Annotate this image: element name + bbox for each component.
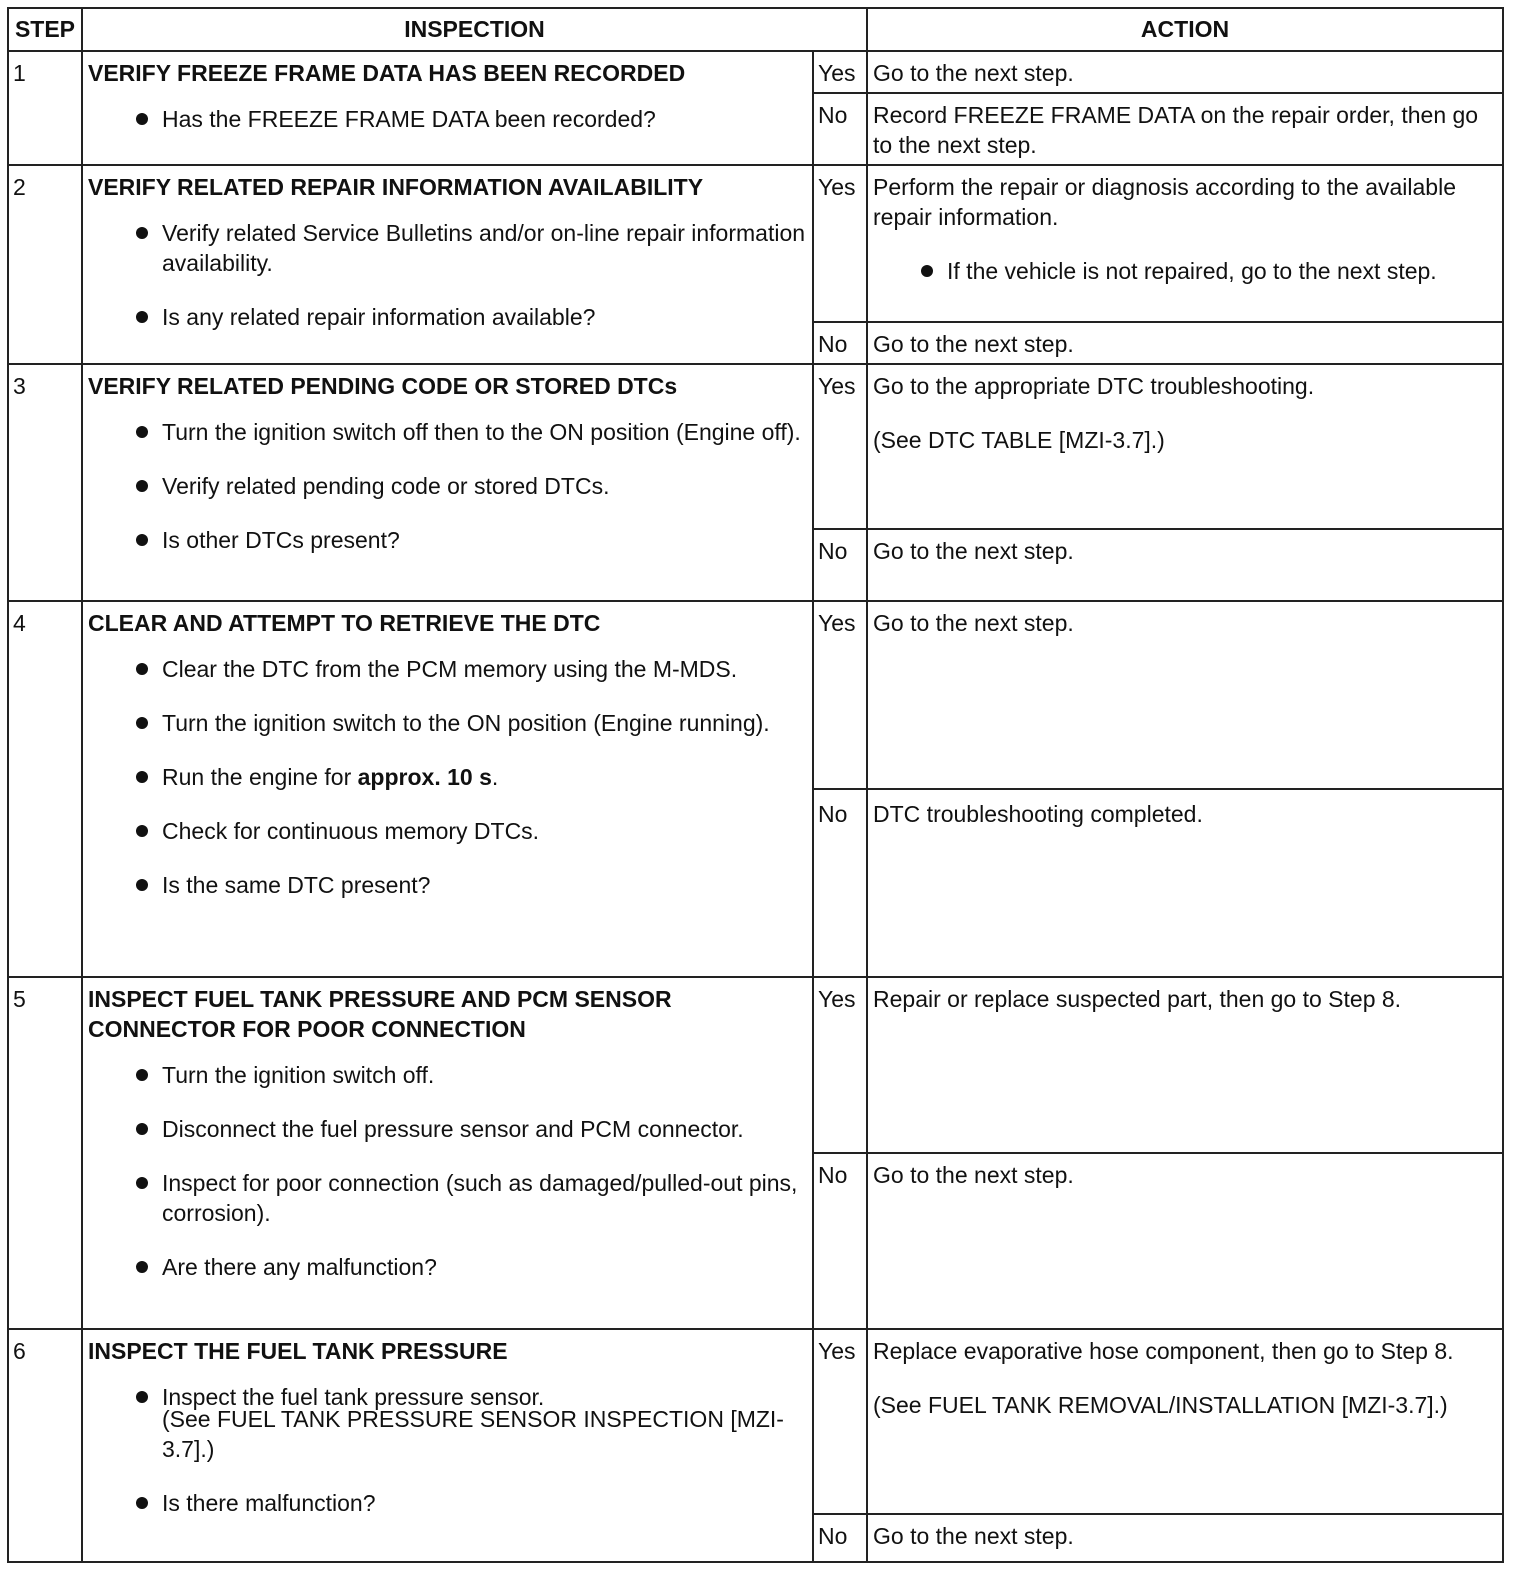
inspection-cell	[82, 165, 813, 364]
table-row	[8, 51, 1503, 93]
yes-label: Yes	[813, 1329, 867, 1514]
no-action: Go to the next step.	[867, 322, 1503, 364]
yes-action: Go to the appropriate DTC troubleshooting. (See DTC TABLE [MZI-3.7].)	[867, 364, 1503, 529]
no-label: No	[813, 529, 867, 601]
header-row	[8, 8, 1503, 51]
table-row	[8, 601, 1503, 789]
bullet-icon	[136, 1497, 148, 1509]
step-number: 6	[8, 1329, 82, 1562]
inspection-cell	[82, 1329, 813, 1562]
step-number: 4	[8, 601, 82, 977]
bullet-icon	[921, 265, 933, 277]
bullet-icon	[136, 227, 148, 239]
step-number: 1	[8, 51, 82, 165]
inspection-cell	[82, 51, 813, 165]
inspection-bullet: Is any related repair information available?	[132, 302, 807, 332]
step-title: VERIFY RELATED PENDING CODE OR STORED DTCs	[88, 373, 678, 399]
yes-action: Repair or replace suspected part, then go to Step 8.	[867, 977, 1503, 1153]
step-title: CLEAR AND ATTEMPT TO RETRIEVE THE DTC	[88, 610, 601, 636]
bullet-icon	[136, 825, 148, 837]
inspection-bullet: Inspect the fuel tank pressure sensor.	[132, 1382, 807, 1412]
see-reference: (See FUEL TANK PRESSURE SENSOR INSPECTION [MZI-3.7].)	[162, 1406, 784, 1462]
no-action: DTC troubleshooting completed.	[867, 789, 1503, 977]
no-label: No	[813, 322, 867, 364]
see-reference: (See FUEL TANK REMOVAL/INSTALLATION [MZI-3.7].)	[873, 1392, 1448, 1418]
inspection-bullet: Is there malfunction?	[132, 1488, 807, 1518]
inspection-bullet: Is the same DTC present?	[132, 870, 807, 900]
bullet-icon	[136, 1123, 148, 1135]
no-label: No	[813, 93, 867, 165]
table-row	[8, 1329, 1503, 1514]
action-bullet: If the vehicle is not repaired, go to the next step.	[917, 256, 1497, 286]
step-title: VERIFY RELATED REPAIR INFORMATION AVAILABILITY	[88, 174, 704, 200]
bullet-icon	[136, 311, 148, 323]
step-number: 3	[8, 364, 82, 601]
yes-action: Perform the repair or diagnosis according to the available repair information. If the vehicle is not repaired, go to the next step.	[867, 165, 1503, 322]
inspection-cell	[82, 601, 813, 977]
bullet-icon	[136, 113, 148, 125]
no-label: No	[813, 1153, 867, 1329]
inspection-bullet: Run the engine for approx. 10 s.	[132, 762, 807, 792]
bullet-icon	[136, 1391, 148, 1403]
step-number: 5	[8, 977, 82, 1329]
step-title: VERIFY FREEZE FRAME DATA HAS BEEN RECORDED	[88, 60, 686, 86]
inspection-bullet: Turn the ignition switch off then to the ON position (Engine off).	[132, 417, 807, 447]
inspection-bullet: Clear the DTC from the PCM memory using the M-MDS.	[132, 654, 807, 684]
inspection-bullet: Disconnect the fuel pressure sensor and PCM connector.	[132, 1114, 807, 1144]
inspection-bullet: Turn the ignition switch to the ON position (Engine running).	[132, 708, 807, 738]
yes-action: Go to the next step.	[867, 601, 1503, 789]
bullet-icon	[136, 717, 148, 729]
yes-label: Yes	[813, 601, 867, 789]
yes-action: Replace evaporative hose component, then go to Step 8. (See FUEL TANK REMOVAL/INSTALLATION [MZI-3.7].)	[867, 1329, 1503, 1514]
yes-label: Yes	[813, 977, 867, 1153]
table-row	[8, 977, 1503, 1153]
bullet-icon	[136, 480, 148, 492]
inspection-bullet: Verify related pending code or stored DTCs.	[132, 471, 807, 501]
bullet-icon	[136, 1069, 148, 1081]
bullet-icon	[136, 534, 148, 546]
no-action: Go to the next step.	[867, 1153, 1503, 1329]
inspection-bullet: Turn the ignition switch off.	[132, 1060, 807, 1090]
header-inspection: INSPECTION	[82, 8, 867, 51]
no-action: Go to the next step.	[867, 1514, 1503, 1562]
bullet-icon	[136, 1177, 148, 1189]
yes-label: Yes	[813, 51, 867, 93]
inspection-bullet: Check for continuous memory DTCs.	[132, 816, 807, 846]
no-action: Record FREEZE FRAME DATA on the repair order, then go to the next step.	[867, 93, 1503, 165]
yes-label: Yes	[813, 165, 867, 322]
yes-action: Go to the next step.	[867, 51, 1503, 93]
step-number: 2	[8, 165, 82, 364]
inspection-bullet: Has the FREEZE FRAME DATA been recorded?	[132, 104, 807, 134]
step-title: INSPECT THE FUEL TANK PRESSURE	[88, 1338, 508, 1364]
bullet-icon	[136, 879, 148, 891]
bullet-icon	[136, 663, 148, 675]
header-step: STEP	[8, 8, 82, 51]
bullet-icon	[136, 426, 148, 438]
inspection-bullet: Verify related Service Bulletins and/or on-line repair information availability.	[132, 218, 807, 278]
table-row	[8, 165, 1503, 322]
no-label: No	[813, 789, 867, 977]
header-action: ACTION	[867, 8, 1503, 51]
inspection-bullet: Inspect for poor connection (such as damaged/pulled-out pins, corrosion).	[132, 1168, 807, 1228]
inspection-bullet: Is other DTCs present?	[132, 525, 807, 555]
inspection-cell	[82, 977, 813, 1329]
no-action: Go to the next step.	[867, 529, 1503, 601]
step-title: INSPECT FUEL TANK PRESSURE AND PCM SENSOR CONNECTOR FOR POOR CONNECTION	[88, 986, 672, 1042]
inspection-cell	[82, 364, 813, 601]
no-label: No	[813, 1514, 867, 1562]
duration-value: approx. 10 s	[357, 764, 492, 790]
bullet-icon	[136, 1261, 148, 1273]
table-row	[8, 364, 1503, 529]
inspection-bullet: Are there any malfunction?	[132, 1252, 807, 1282]
troubleshooting-table	[7, 7, 1504, 1563]
see-reference: (See DTC TABLE [MZI-3.7].)	[873, 427, 1165, 453]
bullet-icon	[136, 771, 148, 783]
yes-label: Yes	[813, 364, 867, 529]
